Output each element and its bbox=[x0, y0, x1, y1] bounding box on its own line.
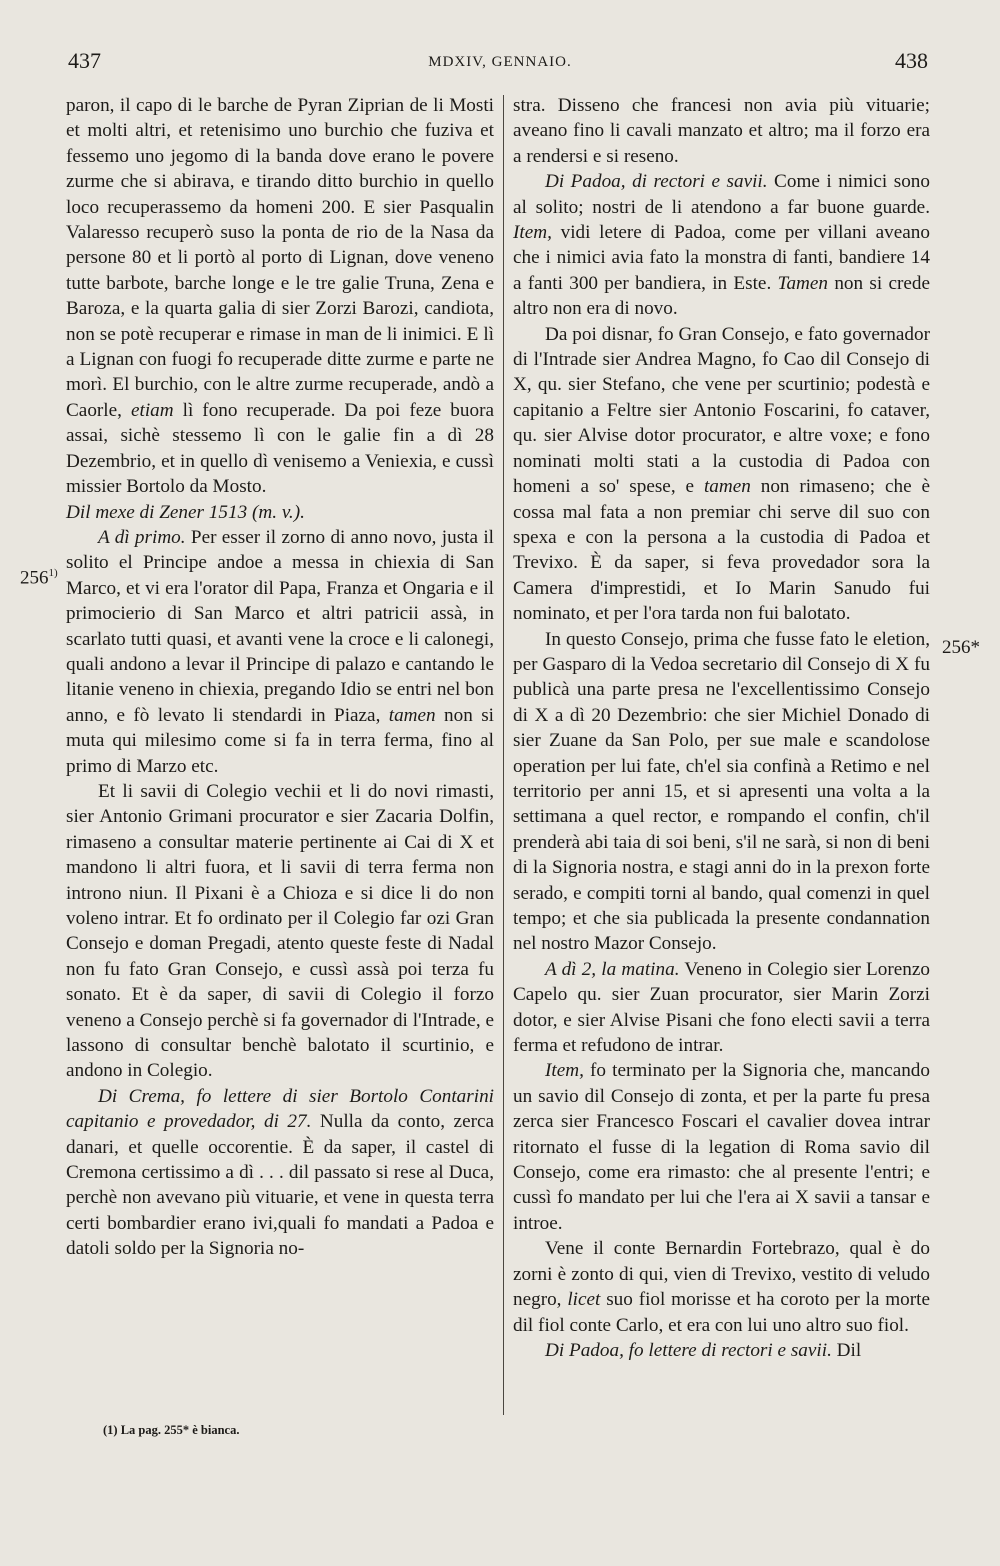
italic-text: A dì primo. bbox=[98, 526, 186, 548]
text: suo fiol morisse et ha coroto per la morte dil fiol conte Carlo, et era con lui uno altro suo fiol. bbox=[513, 1289, 930, 1336]
left-column bbox=[66, 93, 494, 1262]
text: non rimaseno; che è cossa mal fata a non premiar chi serve dil suo con spexa e con la persona a la custodia di Padoa et Trevixo. È da saper, si feva provedador sora la Camera d'imprestidi, et Io Marin Sanudo fui nominato, et per l'ora tarda non fui balotato. bbox=[513, 476, 931, 625]
text: fo terminato per la Signoria che, mancando un savio dil Consejo di zonta, et per la parte fu presa zerca sier Francesco Foscari el cavalier dovea intrar ritornato el fusse di la legation di Roma savio dil Consejo, come era rimasto: che al presente l'entri; e cussì fo mandato per lui che l'era ai X savii a tansar e introe. bbox=[513, 1060, 930, 1234]
italic-text: A dì 2, la matina. bbox=[545, 958, 680, 980]
italic-text: Di Padoa, fo lettere di rectori e savii. bbox=[545, 1339, 832, 1361]
column-divider bbox=[503, 95, 504, 1415]
paragraph bbox=[513, 1058, 930, 1236]
margin-note-right: 256* bbox=[942, 637, 980, 658]
paragraph bbox=[513, 322, 930, 627]
italic-text: Item, bbox=[545, 1060, 584, 1082]
text: Da poi disnar, fo Gran Consejo, e fato governador di l'Intrade sier Andrea Magno, fo Cao dil Consejo di X, qu. sier Stefano, che vene per scurtinio; podestà e capitanio a Feltre sier Antonio Foscarini, fo cataver, qu. sier Alvise dotor procurator, e altre voxe; e fono nominati molti stati a la custodia di Padoa con homeni a so' spese, e bbox=[513, 323, 930, 498]
paragraph bbox=[513, 169, 930, 321]
page-number-right: 438 bbox=[895, 48, 928, 73]
text: Vene il conte Bernardin Fortebrazo, qual è do zorni è zonto di qui, vien di Trevixo, vestito di veludo negro, bbox=[513, 1238, 930, 1311]
text: Come i nimici sono al solito; nostri de li atendono a far buone guarde. bbox=[513, 171, 930, 218]
italic-text: tamen bbox=[388, 704, 436, 726]
paragraph bbox=[513, 957, 930, 1059]
paragraph: Et li savii di Colegio vechii et li do novi rimasti, sier Antonio Grimani procurator e sier Zacaria Dolfin, rimaseno a consultar materie pertinente ai Cai di X et mandono li altri fuora, et li savii di terra ferma non introno niun. Il Pixani è a Chioza e si dice li do non voleno intrar. Et fo ordinato per il Colegio far ozi Gran Consejo e doman Pregadi, atento queste feste di Nadal non fu fato Gran Consejo, e cussì assà poi terza fu sonato. Et è da saper, di savii di Colegio il forzo veneno a Consejo perchè si fa governador di l'Intrade, e lassono di consultar benchè balotato il scurtinio, e andono in Colegio. bbox=[66, 780, 494, 1082]
paragraph: stra. Disseno che francesi non avia più vituarie; aveano fino li cavali manzato et altro; ma il forzo era a rendersi e si reseno. bbox=[513, 95, 930, 167]
paragraph bbox=[66, 525, 494, 779]
text: Veneno in Colegio sier Lorenzo Capelo qu. sier Zuan procurator, sier Marin Zorzi dotor, e sier Alvise Pisani che fono electi savii a terra ferma et refudono de intrar. bbox=[513, 958, 930, 1057]
section-heading: Dil mexe di Zener 1513 (m. v.). bbox=[66, 501, 305, 523]
paragraph: In questo Consejo, prima che fusse fato le eletion, per Gasparo di la Vedoa secretario dil Consejo di X fu publicà una parte presa ne l'excellentissimo Consejo di X a dì 20 Dezembrio: che sier Michiel Donado di sier Zuane da San Polo, per sue male e scandolose operation per lui fate, ch'el sia confinà a Retimo e nel territorio per anni 15, et si apresenti una volta a la settimana a quel rector, e rompando el confin, ch'il prenderà abi taia di soi beni, s'il ne sarà, si non di beni di la Signoria nostra, e stagi anni do in la prexon forte serado, e compiti torni al bando, qual comenzi in quel tempo; et che sia publicada la presente condannation nel nostro Mazor Consejo. bbox=[513, 628, 930, 955]
footnote-marker: 1) bbox=[48, 567, 58, 579]
page-header bbox=[0, 48, 1000, 78]
running-title: MDXIV, GENNAIO. bbox=[428, 54, 572, 70]
text: non si muta qui milesimo come si fa in terra ferma, fino al primo di Marzo etc. bbox=[66, 704, 494, 777]
paragraph bbox=[66, 93, 494, 500]
italic-text: tamen bbox=[703, 476, 751, 498]
italic-text: Item, bbox=[513, 222, 552, 244]
paragraph bbox=[66, 1084, 494, 1262]
italic-text: Tamen bbox=[777, 272, 829, 294]
text: Dil bbox=[831, 1339, 862, 1361]
right-column bbox=[513, 93, 930, 1363]
italic-text: Di Padoa, di rectori e savii. bbox=[545, 171, 768, 193]
paragraph bbox=[513, 1338, 930, 1363]
italic-text: etiam bbox=[130, 399, 174, 421]
footnote: (1) La pag. 255* è bianca. bbox=[103, 1423, 240, 1437]
text: Per esser il zorno di anno novo, justa il solito el Principe andoe a messa in chiexia di San Marco, et vi era l'orator dil Papa, Franza et Ongaria e il primocierio di San Marco et altri patricii assà, in scarlato tutti quasi, et avanti vene la croce e li calonegi, quali andono a levar il Principe di palazo e cantando le litanie veneno in chiexia, pregando Idio se entri nel bon anno, e fò levato li stendardi in Piaza, bbox=[66, 526, 495, 726]
text: paron, il capo di le barche de Pyran Ziprian de li Mosti et molti altri, et retenisimo uno burchio che fuziva et fessemo uno jegomo di la banda dove erano le povere zurme che si abirava, e tirando ditto burchio in quello loco recuperassemo da homeni 200. E sier Pasqualin Valaresso recuperò suso la ponta de rio de la Nasa da persone 80 et li portò al porto di Lignan, dove veneno tutte barbote, barche longe e le tre galie Truna, Zena e Baroza, e la quarta galia di sier Zorzi Barozi, candiota, non se potè recuperar e rimase in man de li inimici. E lì a Lignan con fuogi fo recuperade ditte zurme e parte ne morì. El burchio, con le altre zurme recuperade, andò a Caorle, bbox=[66, 95, 494, 421]
text: lì fono recuperade. Da poi feze buora assai, sichè stessemo lì con le galie fin a dì 28 Dezembrio, et in quello dì venisemo a Veniexia, e cussì missier Bortolo da Mosto. bbox=[66, 399, 494, 498]
paragraph bbox=[513, 1236, 930, 1338]
italic-text: Di Crema, fo lettere di sier Bortolo Contarini capitanio e provedador, di 27. bbox=[66, 1085, 494, 1133]
italic-text: licet bbox=[567, 1289, 601, 1311]
text: vidi letere di Padoa, come per villani aveano che i nimici avia fato la monstra di fanti, bandiere 14 a fanti 300 per bandiera, in Este. bbox=[513, 222, 930, 294]
page-number-left: 437 bbox=[68, 48, 101, 73]
margin-note-left bbox=[20, 567, 58, 589]
text: non si crede altro non era di novo. bbox=[513, 272, 930, 320]
margin-number-left: 256 bbox=[20, 567, 49, 589]
text: Nulla da conto, zerca danari, et quelle occorentie. È da saper, il castel di Cremona certissimo a dì . . . dil passato si rese al Duca, perchè non avevano più vituarie, et vene in questa terra certi bombardier erano ivi,quali fo mandati a Padoa e datoli soldo per la Signoria no- bbox=[66, 1111, 495, 1260]
